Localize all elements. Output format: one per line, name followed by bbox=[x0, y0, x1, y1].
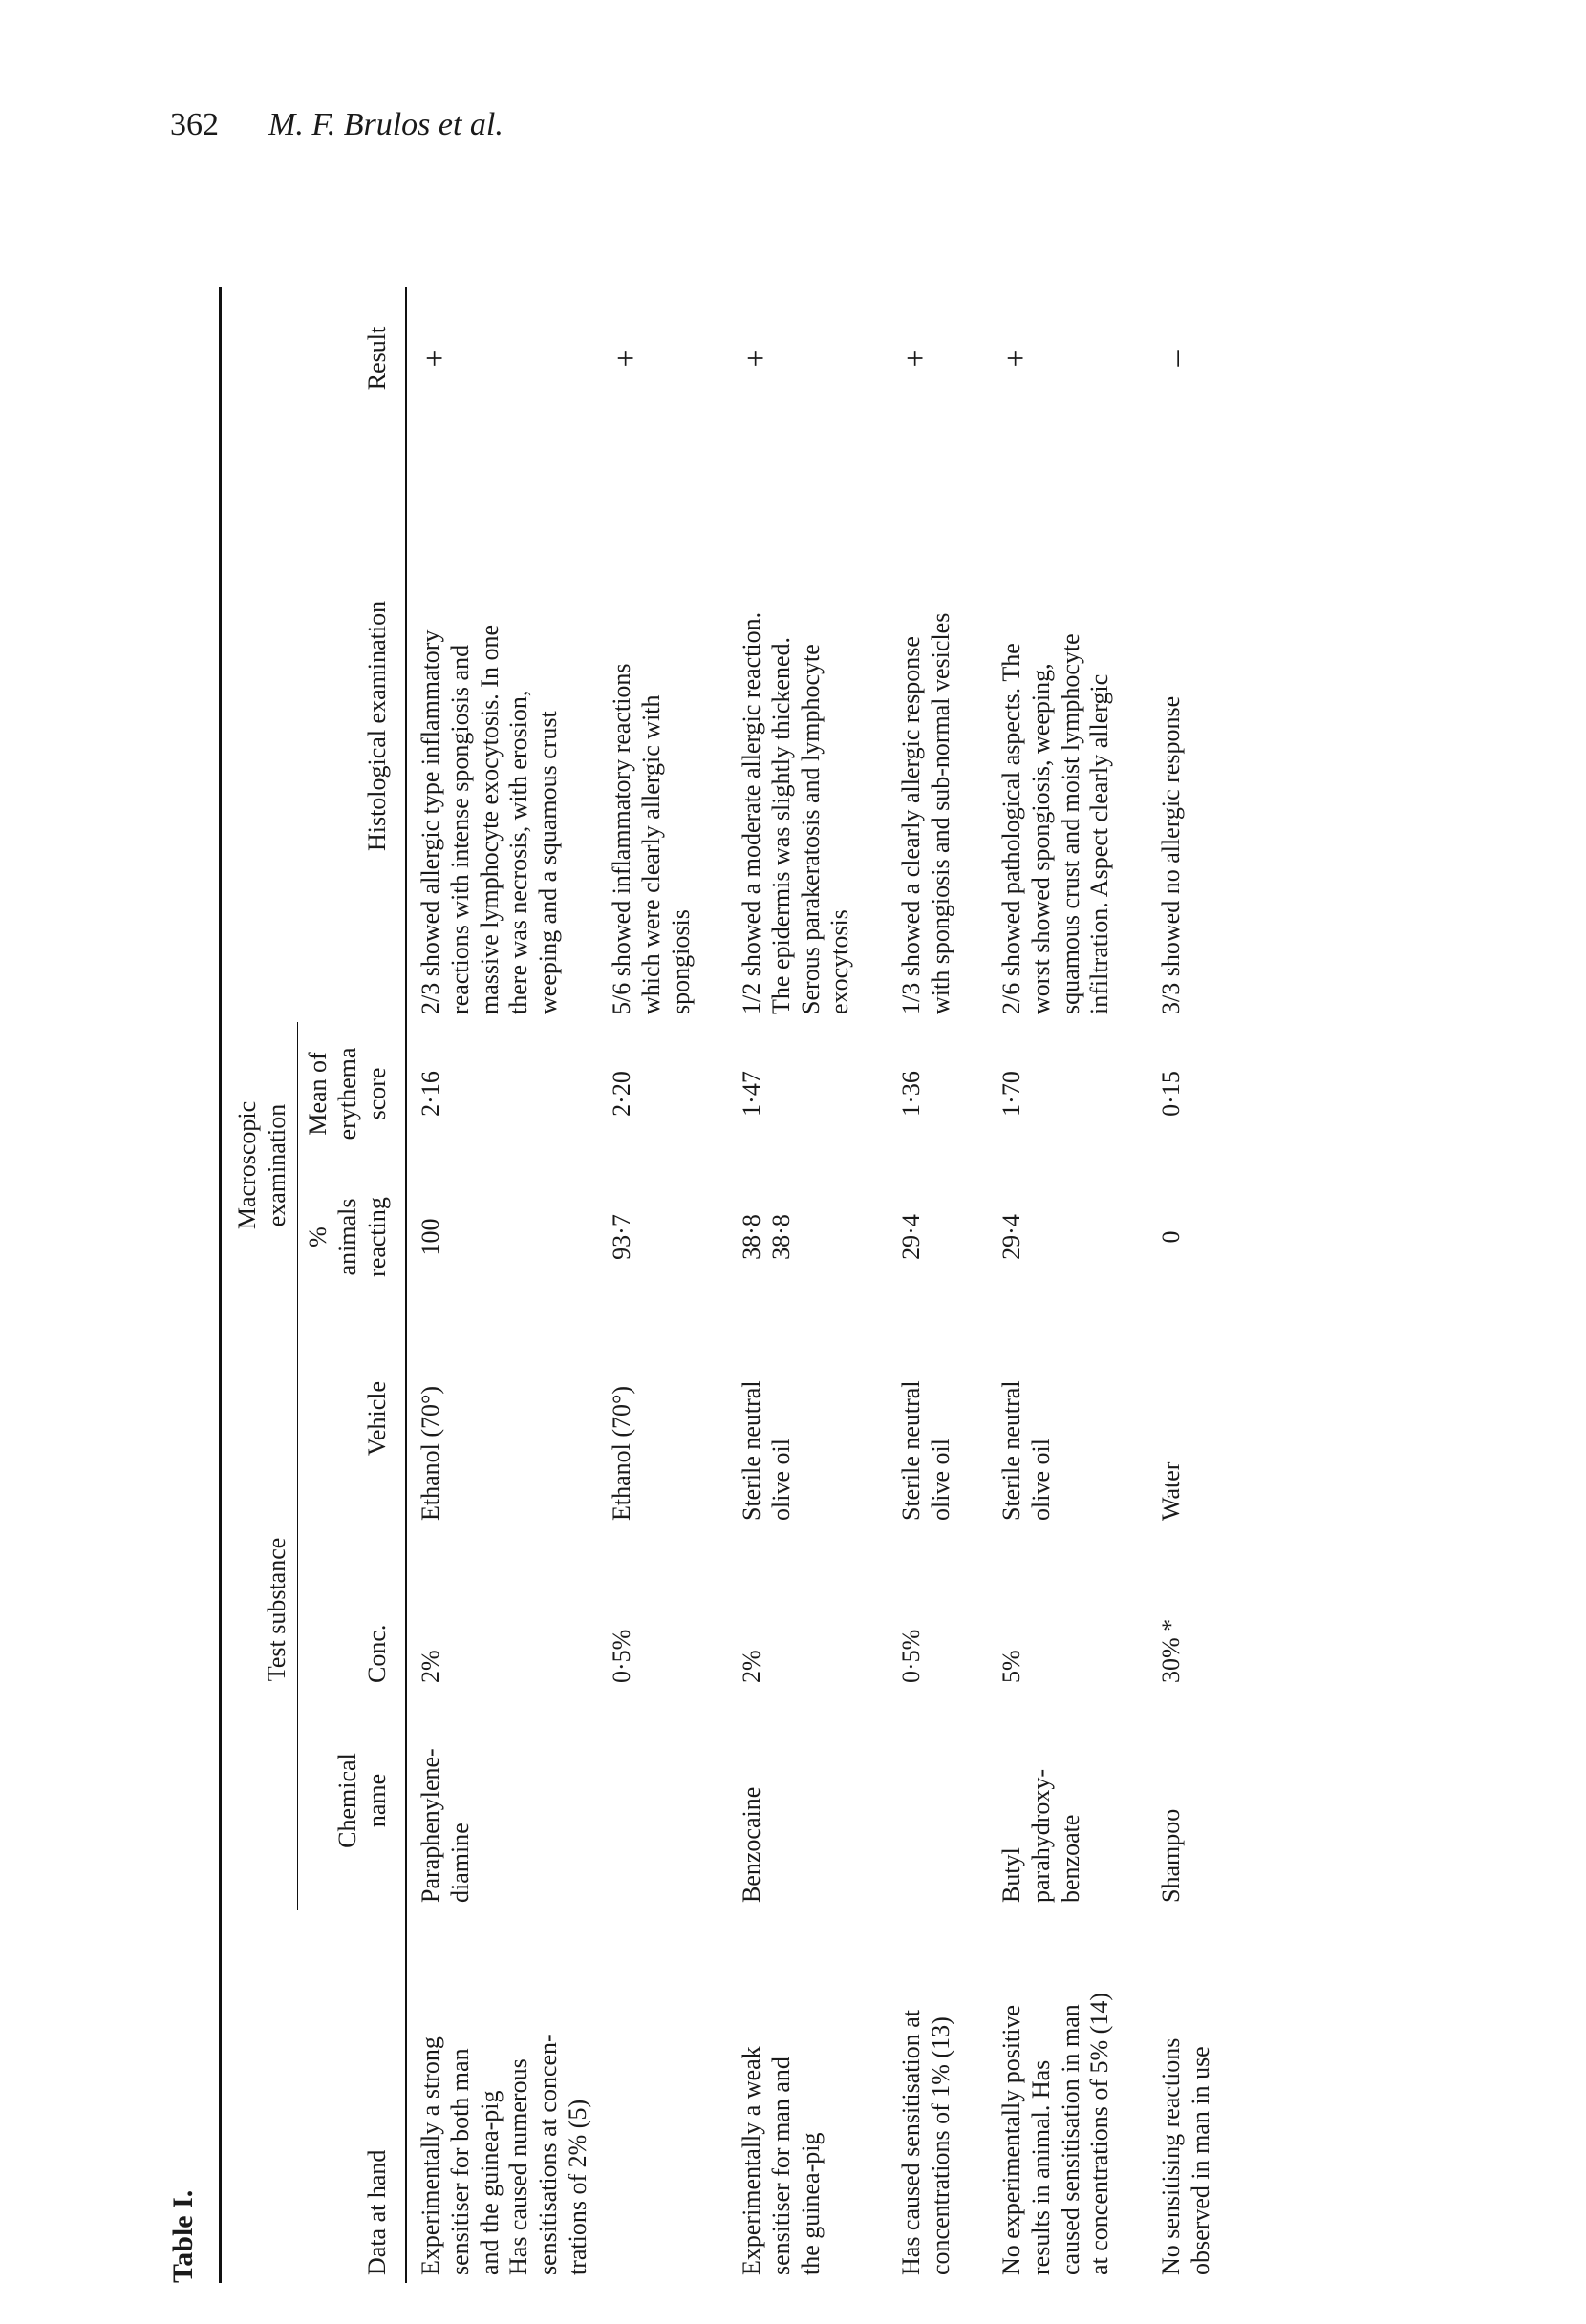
cell-data-at-hand-line: the guinea-pig bbox=[796, 2132, 825, 2275]
cell-vehicle bbox=[1121, 1309, 1221, 1528]
cell-vehicle-line: Water bbox=[1157, 1461, 1186, 1521]
cell-histological bbox=[861, 430, 961, 1022]
table-row bbox=[701, 287, 861, 2283]
cell-pct-reacting bbox=[406, 1165, 598, 1309]
cell-vehicle-line: Ethanol (70°) bbox=[608, 1385, 636, 1521]
cell-histological-line: weeping and a squamous crust bbox=[534, 711, 563, 1014]
cell-result: + bbox=[898, 349, 934, 368]
table-row bbox=[1121, 287, 1221, 2283]
cell-mean-erythema: 1·47 bbox=[738, 1071, 766, 1117]
col-header-mean-erythema bbox=[298, 1022, 407, 1165]
cell-vehicle-line: Ethanol (70°) bbox=[417, 1385, 445, 1521]
cell-histological-line: squamous crust and moist lymphocyte bbox=[1056, 633, 1084, 1014]
cell-data-at-hand-line: No sensitising reactions bbox=[1157, 2037, 1186, 2275]
table-row bbox=[961, 287, 1121, 2283]
cell-pct-reacting bbox=[598, 1165, 701, 1309]
cell-histological-line: massive lymphocyte exocytosis. In one bbox=[475, 624, 504, 1014]
cell-vehicle-line: olive oil bbox=[767, 1439, 796, 1521]
cell-histological-line: 5/6 showed inflammatory reactions bbox=[608, 663, 636, 1014]
cell-conc: 2% bbox=[738, 1650, 766, 1683]
cell-chemical-name-line: Butyl bbox=[997, 1847, 1026, 1903]
data-table bbox=[219, 287, 1221, 2283]
cell-histological-line: worst showed spongiosis, weeping, bbox=[1027, 663, 1056, 1014]
cell-vehicle bbox=[861, 1309, 961, 1528]
cell-result: + bbox=[998, 349, 1035, 368]
mean-header-line-1: Mean of bbox=[304, 1052, 332, 1136]
cell-data-at-hand bbox=[406, 1910, 598, 2283]
cell-mean-erythema: 2·20 bbox=[608, 1071, 636, 1117]
table-title: Table I. bbox=[167, 2189, 199, 2283]
cell-pct-reacting-line: 93·7 bbox=[608, 1214, 636, 1260]
col-header-result: Result bbox=[298, 287, 407, 430]
table-row bbox=[406, 287, 598, 2283]
cell-vehicle bbox=[598, 1309, 701, 1528]
rotated-table-block bbox=[167, 287, 1295, 2283]
chemical-header-line-1: Chemical bbox=[333, 1753, 362, 1848]
cell-histological bbox=[701, 430, 861, 1022]
pct-header-line-1: % bbox=[304, 1226, 332, 1247]
cell-chemical-name bbox=[598, 1691, 701, 1910]
cell-data-at-hand bbox=[961, 1910, 1121, 2283]
header-spacer-right bbox=[221, 287, 298, 1022]
table-row bbox=[861, 287, 961, 2283]
cell-mean-erythema: 1·70 bbox=[997, 1071, 1026, 1117]
cell-vehicle-line: olive oil bbox=[926, 1439, 954, 1521]
cell-pct-reacting-line: 38·8 bbox=[738, 1214, 766, 1260]
cell-histological-line: exocytosis bbox=[825, 909, 854, 1014]
cell-result: + bbox=[418, 349, 454, 368]
cell-histological-line: which were clearly allergic with bbox=[637, 694, 666, 1014]
chemical-header-line-2: name bbox=[362, 1773, 391, 1828]
cell-vehicle bbox=[406, 1309, 598, 1528]
cell-histological-line: Serous parakeratosis and lymphocyte bbox=[796, 644, 825, 1014]
cell-conc: 30% * bbox=[1157, 1618, 1186, 1683]
cell-vehicle bbox=[961, 1309, 1121, 1528]
mean-header-line-3: score bbox=[362, 1067, 391, 1120]
cell-data-at-hand bbox=[701, 1910, 861, 2283]
cell-pct-reacting bbox=[861, 1165, 961, 1309]
cell-histological bbox=[961, 430, 1121, 1022]
cell-data-at-hand-line: and the guinea-pig bbox=[475, 2090, 504, 2275]
cell-histological-line: with spongiosis and sub-normal vesicles bbox=[926, 612, 954, 1014]
cell-pct-reacting-line: 29·4 bbox=[897, 1214, 926, 1260]
cell-histological-line: 1/2 showed a moderate allergic reaction. bbox=[738, 611, 766, 1014]
cell-histological-line: 1/3 showed a clearly allergic response bbox=[897, 636, 926, 1014]
cell-chemical-name-line: benzoate bbox=[1056, 1814, 1084, 1903]
cell-data-at-hand bbox=[598, 1910, 701, 2283]
cell-data-at-hand-line: trations of 2% (5) bbox=[563, 2099, 591, 2275]
cell-chemical-name-line: diamine bbox=[446, 1823, 475, 1903]
cell-data-at-hand-line: Experimentally a weak bbox=[738, 2046, 766, 2275]
cell-result: – bbox=[1158, 350, 1194, 367]
col-header-data-at-hand: Data at hand bbox=[298, 1910, 407, 2283]
cell-data-at-hand-line: sensitisations at concen- bbox=[534, 2034, 563, 2275]
cell-chemical-name-line: Shampoo bbox=[1157, 1808, 1186, 1903]
cell-histological-line: reactions with intense spongiosis and bbox=[446, 644, 475, 1014]
cell-pct-reacting-line: 29·4 bbox=[997, 1214, 1026, 1260]
macroscopic-line-1: Macroscopic bbox=[233, 1100, 261, 1230]
cell-histological-line: 2/6 showed pathological aspects. The bbox=[997, 643, 1026, 1014]
cell-result: + bbox=[609, 349, 645, 368]
cell-data-at-hand-line: results in animal. Has bbox=[1027, 2059, 1056, 2275]
cell-pct-reacting-line: 0 bbox=[1157, 1230, 1186, 1244]
page-number: 362 bbox=[170, 107, 219, 142]
cell-vehicle-line: Sterile neutral bbox=[897, 1380, 926, 1521]
cell-chemical-name bbox=[701, 1691, 861, 1910]
cell-vehicle bbox=[701, 1309, 861, 1528]
cell-data-at-hand-line: sensitiser for both man bbox=[446, 2048, 475, 2275]
cell-vehicle-line: Sterile neutral bbox=[997, 1380, 1026, 1521]
group-header-macroscopic bbox=[221, 1022, 298, 1309]
cell-data-at-hand-line: observed in man in use bbox=[1186, 2046, 1214, 2275]
cell-chemical-name-line: parahydroxy- bbox=[1027, 1768, 1056, 1903]
cell-pct-reacting bbox=[701, 1165, 861, 1309]
col-header-chemical-name bbox=[298, 1691, 407, 1910]
cell-mean-erythema: 1·36 bbox=[897, 1071, 926, 1117]
cell-histological-line: 2/3 showed allergic type inflammatory bbox=[417, 629, 445, 1014]
cell-chemical-name-line: Paraphenylene- bbox=[417, 1748, 445, 1903]
cell-conc: 5% bbox=[997, 1650, 1026, 1683]
cell-data-at-hand-line: Has caused sensitisation at bbox=[897, 2010, 926, 2275]
cell-data-at-hand-line: caused sensitisation in man bbox=[1056, 2004, 1084, 2275]
cell-histological bbox=[406, 430, 598, 1022]
cell-pct-reacting bbox=[961, 1165, 1121, 1309]
cell-chemical-name bbox=[961, 1691, 1121, 1910]
cell-chemical-name bbox=[861, 1691, 961, 1910]
cell-data-at-hand-line: concentrations of 1% (13) bbox=[926, 2016, 954, 2275]
cell-histological bbox=[1121, 430, 1221, 1022]
cell-chemical-name bbox=[406, 1691, 598, 1910]
col-header-vehicle: Vehicle bbox=[298, 1309, 407, 1528]
cell-conc: 0·5% bbox=[897, 1629, 926, 1683]
cell-chemical-name-line: Benzocaine bbox=[738, 1786, 766, 1903]
cell-histological-line: 3/3 showed no allergic response bbox=[1157, 695, 1186, 1014]
col-header-conc: Conc. bbox=[298, 1528, 407, 1691]
cell-vehicle-line: olive oil bbox=[1027, 1439, 1056, 1521]
header-spacer bbox=[221, 1910, 298, 2283]
cell-histological-line: spongiosis bbox=[666, 909, 695, 1014]
table-row bbox=[598, 287, 701, 2283]
pct-header-line-2: animals bbox=[333, 1198, 362, 1276]
cell-pct-reacting bbox=[1121, 1165, 1221, 1309]
cell-data-at-hand bbox=[1121, 1910, 1221, 2283]
mean-header-line-2: erythema bbox=[333, 1047, 362, 1141]
cell-vehicle-line: Sterile neutral bbox=[738, 1380, 766, 1521]
cell-histological bbox=[598, 430, 701, 1022]
cell-data-at-hand-line: sensitiser for man and bbox=[767, 2057, 796, 2275]
cell-histological-line: The epidermis was slightly thickened. bbox=[767, 637, 796, 1014]
table-body bbox=[406, 287, 1221, 2283]
cell-pct-reacting-line: 38·8 bbox=[767, 1214, 796, 1260]
cell-conc: 0·5% bbox=[608, 1629, 636, 1683]
cell-data-at-hand-line: at concentrations of 5% (14) bbox=[1085, 1992, 1114, 2275]
cell-data-at-hand-line: Experimentally a strong bbox=[417, 2036, 445, 2275]
cell-chemical-name bbox=[1121, 1691, 1221, 1910]
cell-mean-erythema: 2·16 bbox=[417, 1071, 445, 1117]
cell-data-at-hand bbox=[861, 1910, 961, 2283]
cell-mean-erythema: 0·15 bbox=[1157, 1071, 1186, 1117]
cell-result: + bbox=[739, 349, 775, 368]
macroscopic-line-2: examination bbox=[262, 1103, 290, 1227]
cell-conc: 2% bbox=[417, 1650, 445, 1683]
col-header-pct-reacting bbox=[298, 1165, 407, 1309]
pct-header-line-3: reacting bbox=[362, 1197, 391, 1277]
running-head-authors: M. F. Brulos et al. bbox=[268, 107, 504, 142]
col-header-histological: Histological examination bbox=[298, 430, 407, 1022]
running-head bbox=[170, 107, 504, 143]
cell-histological-line: infiltration. Aspect clearly allergic bbox=[1085, 673, 1114, 1014]
cell-data-at-hand-line: No experimentally positive bbox=[997, 2004, 1026, 2275]
cell-pct-reacting-line: 100 bbox=[417, 1218, 445, 1256]
cell-histological-line: there was necrosis, with erosion, bbox=[504, 690, 533, 1014]
cell-data-at-hand-line: Has caused numerous bbox=[504, 2058, 533, 2275]
group-header-test-substance: Test substance bbox=[221, 1309, 298, 1910]
